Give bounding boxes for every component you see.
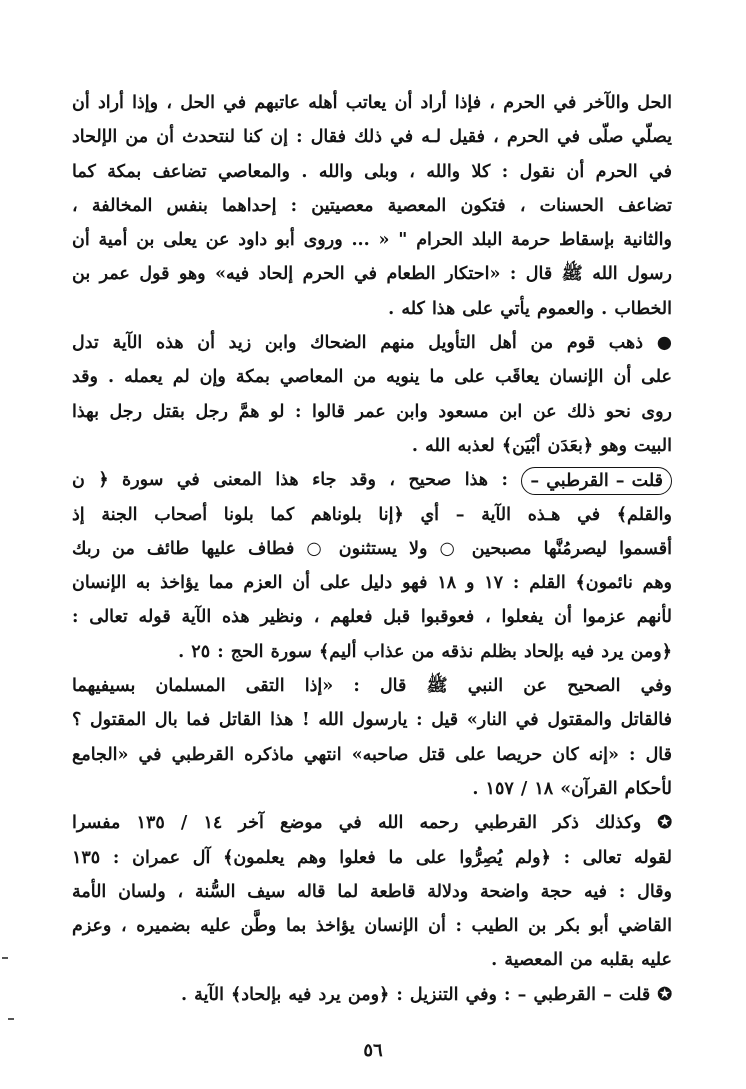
text-line-21: لأحكام القرآن» ١٨ / ١٥٧ .: [472, 778, 672, 799]
text-line-14: أقسموا ليصرمُنَّها مصبحين ○ ولا يستثنون ○ فطاف عليها طائف من ربك: [72, 538, 672, 559]
text-line-26: عليه بقلبه من المعصية .: [491, 950, 672, 971]
margin-tick-mark: [8, 1018, 14, 1020]
text-line-24: وقال : فيه حجة واضحة ودلالة قاطعة لما قاله سيف السُّنة ، ولسان الأمة: [72, 881, 672, 902]
text-line-20: قال : «إنه كان حريصا على قتل صاحبه» انتهي ماذكره القرطبي في «الجامع: [72, 744, 672, 765]
text-line-19: فالقاتل والمقتول في النار» قيل : يارسول الله ! هذا القاتل فما بال المقتول ؟: [72, 710, 672, 731]
qurtubi-label-box: قلت – القرطبي –: [521, 467, 672, 495]
page-body: [72, 86, 672, 1012]
text-line-12: [72, 463, 672, 497]
text-line-18: وفي الصحيح عن النبي ﷺ قال : «إذا التقى المسلمان بسيفيهما: [72, 676, 672, 697]
text-line-23: لقوله تعالى : ﴿ولم يُصِرُّوا على ما فعلوا وهم يعلمون﴾ آل عمران : ١٣٥: [72, 847, 672, 868]
text-line-2: يصلّي صلّى في الحرم ، فقيل لـه في ذلك فقال : إن كنا لنتحدث أن من الإلحاد: [72, 127, 672, 148]
text-line-7: الخطاب . والعموم يأتي على هذا كله .: [388, 298, 672, 319]
page-number: ٥٦: [363, 1040, 383, 1061]
text-line-22: ✪ وكذلك ذكر القرطبي رحمه الله في موضع آخر ١٤ / ١٣٥ مفسرا: [72, 813, 672, 834]
text-line-12-rest: : هذا صحيح ، وقد جاء هذا المعنى في سورة ﴿ ن: [72, 470, 508, 491]
text-line-1: الحل والآخر في الحرم ، فإذا أراد أن يعاتب أهله عاتبهم في الحل ، وإذا أراد أن: [72, 93, 672, 113]
text-line-25: القاضي أبو بكر بن الطيب : أن الإنسان يؤاخذ بما وطَّن عليه بضميره ، وعزم: [72, 916, 672, 937]
text-line-13: والقلم﴾ في هـذه الآية – أي ﴿إنا بلوناهم كما بلونا أصحاب الجنة إذ: [72, 504, 672, 525]
text-line-16: لأنهم عزموا أن يفعلوا ، فعوقبوا قبل فعلهم ، ونظير هذه الآية قوله تعالى :: [72, 607, 672, 628]
margin-tick-mark: [2, 957, 8, 959]
text-line-11: البيت وهو ﴿بعَدَن أبْيَن﴾ لعذبه الله .: [411, 435, 672, 456]
text-line-9: على أن الإنسان يعاقَب على ما ينويه من المعاصي بمكة وإن لم يعمله . وقد: [72, 367, 672, 388]
text-line-3: في الحرم أن نقول : كلا والله ، وبلى والله . والمعاصي تضاعف بمكة كما: [72, 161, 672, 182]
text-line-5: والثانية بإسقاط حرمة البلد الحرام " « ... وروى أبو داود عن يعلى بن أمية أن: [72, 230, 672, 251]
text-line-15: وهم نائمون﴾ القلم : ١٧ و ١٨ فهو دليل على أن العزم مما يؤاخذ به الإنسان: [72, 573, 673, 594]
text-line-8: ● ذهب قوم من أهل التأويل منهم الضحاك وابن زيد أن هذه الآية تدل: [72, 333, 672, 354]
text-line-27: ✪ قلت – القرطبي – : وفي التنزيل : ﴿ومن يرد فيه بإلحاد﴾ الآية .: [181, 984, 672, 1005]
text-line-17: ﴿ومن يرد فيه بإلحاد بظلم نذقه من عذاب أليم﴾ سورة الحج : ٢٥ .: [178, 641, 672, 662]
text-line-4: تضاعف الحسنات ، فتكون المعصية معصيتين : إحداهما بنفس المخالفة ،: [72, 195, 672, 216]
text-line-10: روى نحو ذلك عن ابن مسعود وابن عمر قالوا : لو همَّ رجل بقتل رجل بهذا: [72, 401, 672, 422]
text-line-6: رسول الله ﷺ قال : «احتكار الطعام في الحرم إلحاد فيه» وهو قول عمر بن: [72, 264, 672, 285]
